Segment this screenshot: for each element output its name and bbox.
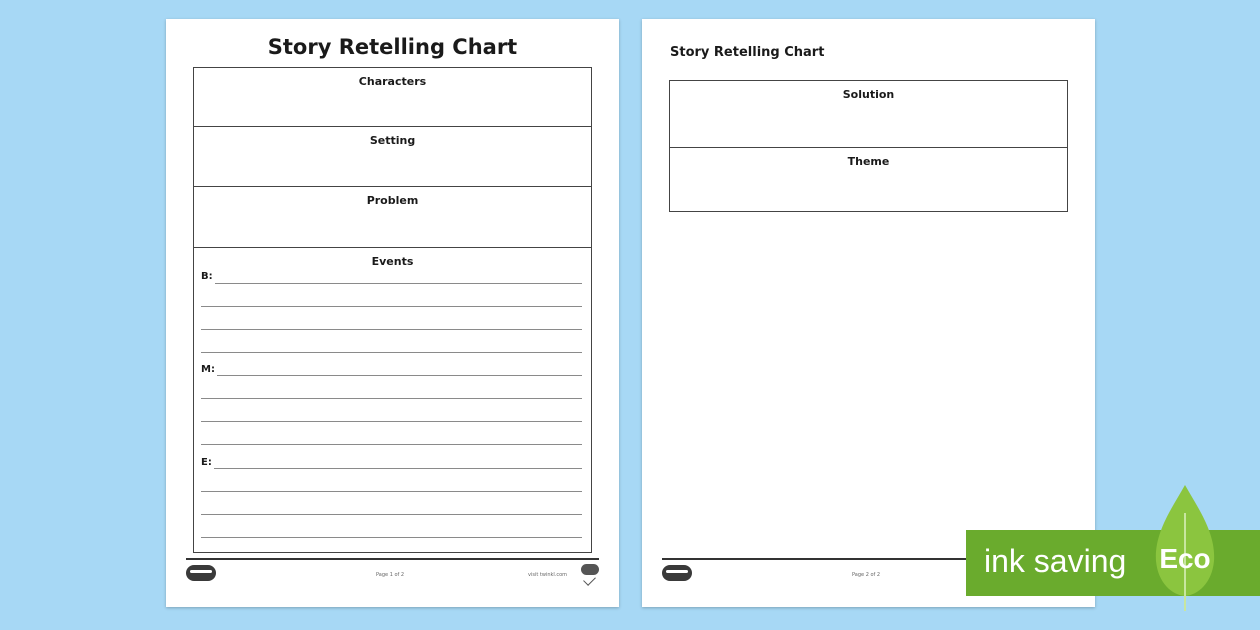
writing-line — [215, 283, 582, 284]
solution-label: Solution — [842, 88, 895, 101]
events-label: Events — [371, 255, 414, 268]
theme-label: Theme — [847, 155, 890, 168]
writing-line — [201, 444, 582, 445]
writing-line — [201, 514, 582, 515]
writing-line — [214, 468, 582, 469]
problem-label: Problem — [366, 194, 419, 207]
footer-page-number: Page 1 of 2 — [376, 572, 405, 578]
setting-label: Setting — [369, 134, 416, 147]
worksheet-page-1 — [166, 19, 619, 607]
retelling-table — [669, 80, 1068, 212]
writing-line — [217, 375, 582, 376]
end-letter: E: — [201, 457, 212, 468]
characters-cell — [194, 68, 591, 126]
check-icon — [583, 573, 596, 586]
middle-letter: M: — [201, 364, 215, 375]
characters-label: Characters — [358, 75, 427, 88]
page-title: Story Retelling Chart — [670, 45, 825, 60]
retelling-table — [193, 67, 592, 553]
writing-line — [201, 329, 582, 330]
footer-divider — [186, 558, 599, 560]
footer-url: visit twinkl.com — [528, 572, 568, 578]
eco-badge: Eco — [1159, 543, 1211, 574]
twinkl-logo-icon — [662, 565, 692, 581]
ink-saving-text: ink saving — [984, 543, 1127, 579]
twinkl-logo-icon — [186, 565, 216, 581]
problem-cell — [194, 186, 591, 247]
events-cell — [194, 247, 591, 552]
worksheet-page-2 — [642, 19, 1095, 607]
writing-line — [201, 352, 582, 353]
writing-line — [201, 421, 582, 422]
page-title: Story Retelling Chart — [267, 35, 518, 59]
writing-line — [201, 491, 582, 492]
footer-page-number: Page 2 of 2 — [852, 572, 881, 578]
setting-cell — [194, 126, 591, 186]
beginning-letter: B: — [201, 271, 213, 282]
writing-line — [201, 306, 582, 307]
theme-cell — [670, 147, 1067, 210]
writing-line — [201, 537, 582, 538]
writing-line — [201, 398, 582, 399]
solution-cell — [670, 81, 1067, 147]
